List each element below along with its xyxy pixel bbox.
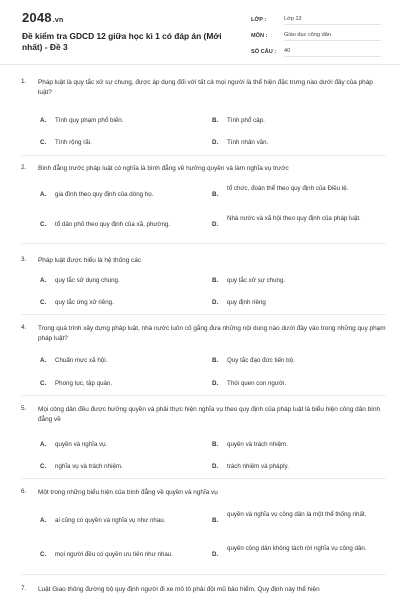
meta-row-class: [251, 12, 381, 28]
option-label: D.: [212, 221, 219, 228]
option-text: tổ dân phố theo quy định của xã, phường.: [55, 221, 171, 228]
option-text: ai cũng có quyền và nghĩa vụ như nhau.: [55, 517, 166, 524]
option-label: B.: [212, 191, 219, 198]
question-text: Mọi công dân đều được hưởng quyền và phải thực hiện nghĩa vụ theo quy định của pháp luật là biểu hiện công dân bình đẳng về: [38, 406, 381, 423]
option-text: Chuẩn mực xã hội.: [55, 357, 108, 364]
meta-value: Lớp 12: [284, 16, 381, 25]
option-label: D.: [212, 463, 219, 470]
option-text: quy tắc xử sự chung.: [227, 277, 286, 284]
option-label: D.: [212, 299, 219, 306]
document-title: Đề kiểm tra GDCD 12 giữa học kì 1 có đáp án (Mới nhất) - Đề 3: [22, 31, 222, 52]
option-text: Thói quen con người.: [227, 380, 287, 387]
question-number: 4.: [21, 324, 27, 331]
option-text: Phong tục, tập quán.: [55, 380, 113, 387]
question-divider: [21, 478, 386, 479]
option-text: Tính phổ cập.: [227, 117, 265, 124]
question-divider: [21, 314, 386, 315]
option-label: C.: [40, 463, 47, 470]
option-text: quyền công dân không tách rời nghĩa vụ công dân.: [227, 545, 367, 552]
option-text: mọi người đều có quyền ưu tiên như nhau.: [55, 551, 173, 558]
option-label: C.: [40, 299, 47, 306]
option-text: quy tắc sử dụng chung.: [55, 277, 120, 284]
meta-row-count: [251, 44, 381, 60]
option-text: quyền và trách nhiệm.: [227, 441, 288, 448]
option-label: C.: [40, 551, 47, 558]
option-text: Tính rộng rãi.: [55, 139, 92, 146]
option-text: quy tắc ứng xử riêng.: [55, 299, 114, 306]
meta-label: SỐ CÂU :: [251, 49, 277, 55]
site-logo[interactable]: [22, 10, 63, 25]
option-label: A.: [40, 441, 47, 448]
option-label: B.: [212, 117, 219, 124]
exam-meta: [251, 12, 381, 60]
logo-ext: .vn: [52, 17, 64, 24]
question-number: 2.: [21, 164, 27, 171]
option-label: C.: [40, 380, 47, 387]
option-text: nghĩa vụ và trách nhiệm.: [55, 463, 123, 470]
option-label: A.: [40, 191, 47, 198]
question-number: 5.: [21, 405, 27, 412]
option-text: Quy tắc đạo đức tiến bộ.: [227, 357, 295, 364]
option-text: quy định riêng: [227, 299, 266, 306]
option-label: B.: [212, 277, 219, 284]
option-label: C.: [40, 221, 47, 228]
question-number: 3.: [21, 256, 27, 263]
meta-label: MÔN :: [251, 33, 268, 39]
option-label: A.: [40, 357, 47, 364]
question-text: Pháp luật được hiểu là hệ thống các: [38, 257, 141, 264]
logo-main: 2048: [22, 10, 52, 25]
option-text: quyền và nghĩa vụ.: [55, 441, 108, 448]
option-label: B.: [212, 357, 219, 364]
option-label: A.: [40, 117, 47, 124]
question-text: Bình đẳng trước pháp luật có nghĩa là bình đẳng về hưởng quyền và làm nghĩa vụ trước: [38, 165, 289, 172]
question-number: 7.: [21, 585, 27, 592]
question-divider: [21, 395, 386, 396]
meta-label: LỚP :: [251, 17, 267, 23]
option-text: trách nhiệm và pháply.: [227, 463, 289, 470]
option-label: B.: [212, 441, 219, 448]
option-text: Tính quy phạm phổ biến.: [55, 117, 124, 124]
option-text: Nhà nước và xã hội theo quy định của pháp luật.: [227, 215, 361, 222]
option-text: Tính nhân văn.: [227, 139, 269, 146]
question-text: Một trong những biểu hiện của bình đẳng về quyền và nghĩa vụ: [38, 489, 218, 496]
option-label: D.: [212, 380, 219, 387]
meta-value: 40: [284, 48, 381, 57]
question-number: 6.: [21, 488, 27, 495]
meta-value: Giáo dục công dân: [284, 32, 381, 41]
option-label: A.: [40, 517, 47, 524]
question-divider: [21, 243, 386, 244]
question-divider: [21, 155, 386, 156]
meta-row-subject: [251, 28, 381, 44]
option-label: C.: [40, 139, 47, 146]
option-label: D.: [212, 139, 219, 146]
page-header: [0, 0, 400, 65]
question-text: Luật Giao thông đường bộ quy định người đi xe mô tô phải đội mũ bảo hiểm. Quy định này thể hiện: [38, 586, 320, 593]
question-text: Pháp luật là quy tắc xử sự chung, được áp dụng đối với tất cả mọi người là thể hiện đặc trưng nào dưới đây của pháp luật?: [38, 79, 373, 96]
question-divider: [21, 574, 386, 575]
option-label: B.: [212, 517, 219, 524]
question-text: Trong quá trình xây dựng pháp luật, nhà nước luôn cố gắng đưa những nội dung nào dưới đây vào trong những quy phạm pháp luật?: [38, 325, 386, 342]
option-text: quyền và nghĩa vụ công dân là một thể thống nhất.: [227, 511, 367, 518]
option-label: D.: [212, 551, 219, 558]
option-label: A.: [40, 277, 47, 284]
option-text: gia đình theo quy định của dòng họ.: [55, 191, 154, 198]
question-number: 1.: [21, 78, 27, 85]
option-text: tổ chức, đoàn thể theo quy định của Điều lệ.: [227, 185, 349, 192]
